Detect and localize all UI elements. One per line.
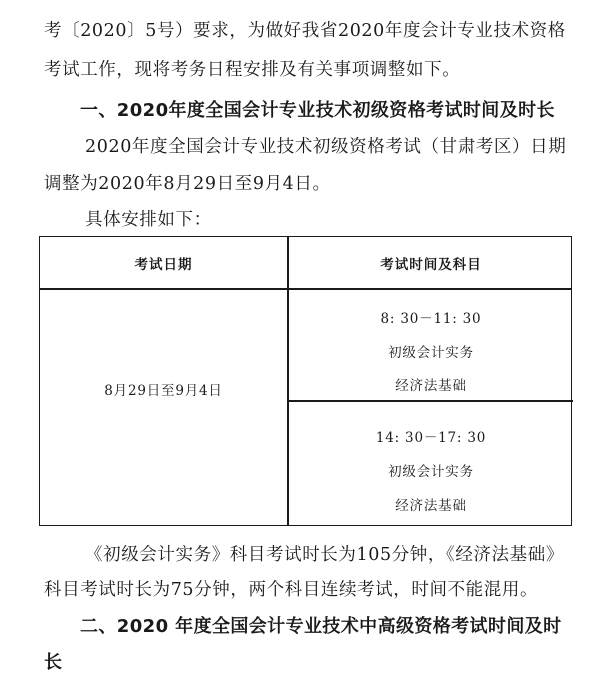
paragraph-line: 具体安排如下： [85, 210, 212, 230]
session-subject: 经济法基础 [395, 378, 467, 394]
section-heading-1: 一、2020年度全国会计专业技术初级资格考试时间及时长 [80, 100, 555, 121]
paragraph-line: 考〔2020〕5号）要求，为做好我省2020年度会计专业技术资格 [44, 21, 566, 41]
session-time: 8: 30－11: 30 [380, 311, 482, 327]
paragraph-line: 调整为2020年8月29日至9月4日。 [44, 174, 331, 194]
exam-schedule-table [39, 236, 572, 526]
table-header-date: 考试日期 [134, 257, 193, 273]
table-divider-header [40, 288, 571, 290]
table-header-time-subject: 考试时间及科目 [380, 257, 482, 273]
table-cell-date: 8月29日至9月4日 [104, 383, 223, 399]
paragraph-line: 《初级会计实务》科目考试时长为105分钟，《经济法基础》 [85, 545, 564, 565]
section-heading-2: 二、2020 年度全国会计专业技术中高级资格考试时间及时 [80, 616, 562, 637]
paragraph-line: 科目考试时长为75分钟，两个科目连续考试，时间不能混用。 [44, 580, 539, 600]
paragraph-line: 考试工作，现将考务日程安排及有关事项调整如下。 [44, 60, 461, 80]
session-time: 14: 30－17: 30 [375, 430, 487, 446]
session-subject: 初级会计实务 [388, 464, 474, 480]
session-subject: 初级会计实务 [388, 345, 474, 361]
session-subject: 经济法基础 [395, 498, 467, 514]
paragraph-line: 2020年度全国会计专业技术初级资格考试（甘肃考区）日期 [85, 137, 567, 157]
table-divider-sessions [287, 400, 573, 402]
section-heading-2-continued: 长 [44, 652, 63, 673]
